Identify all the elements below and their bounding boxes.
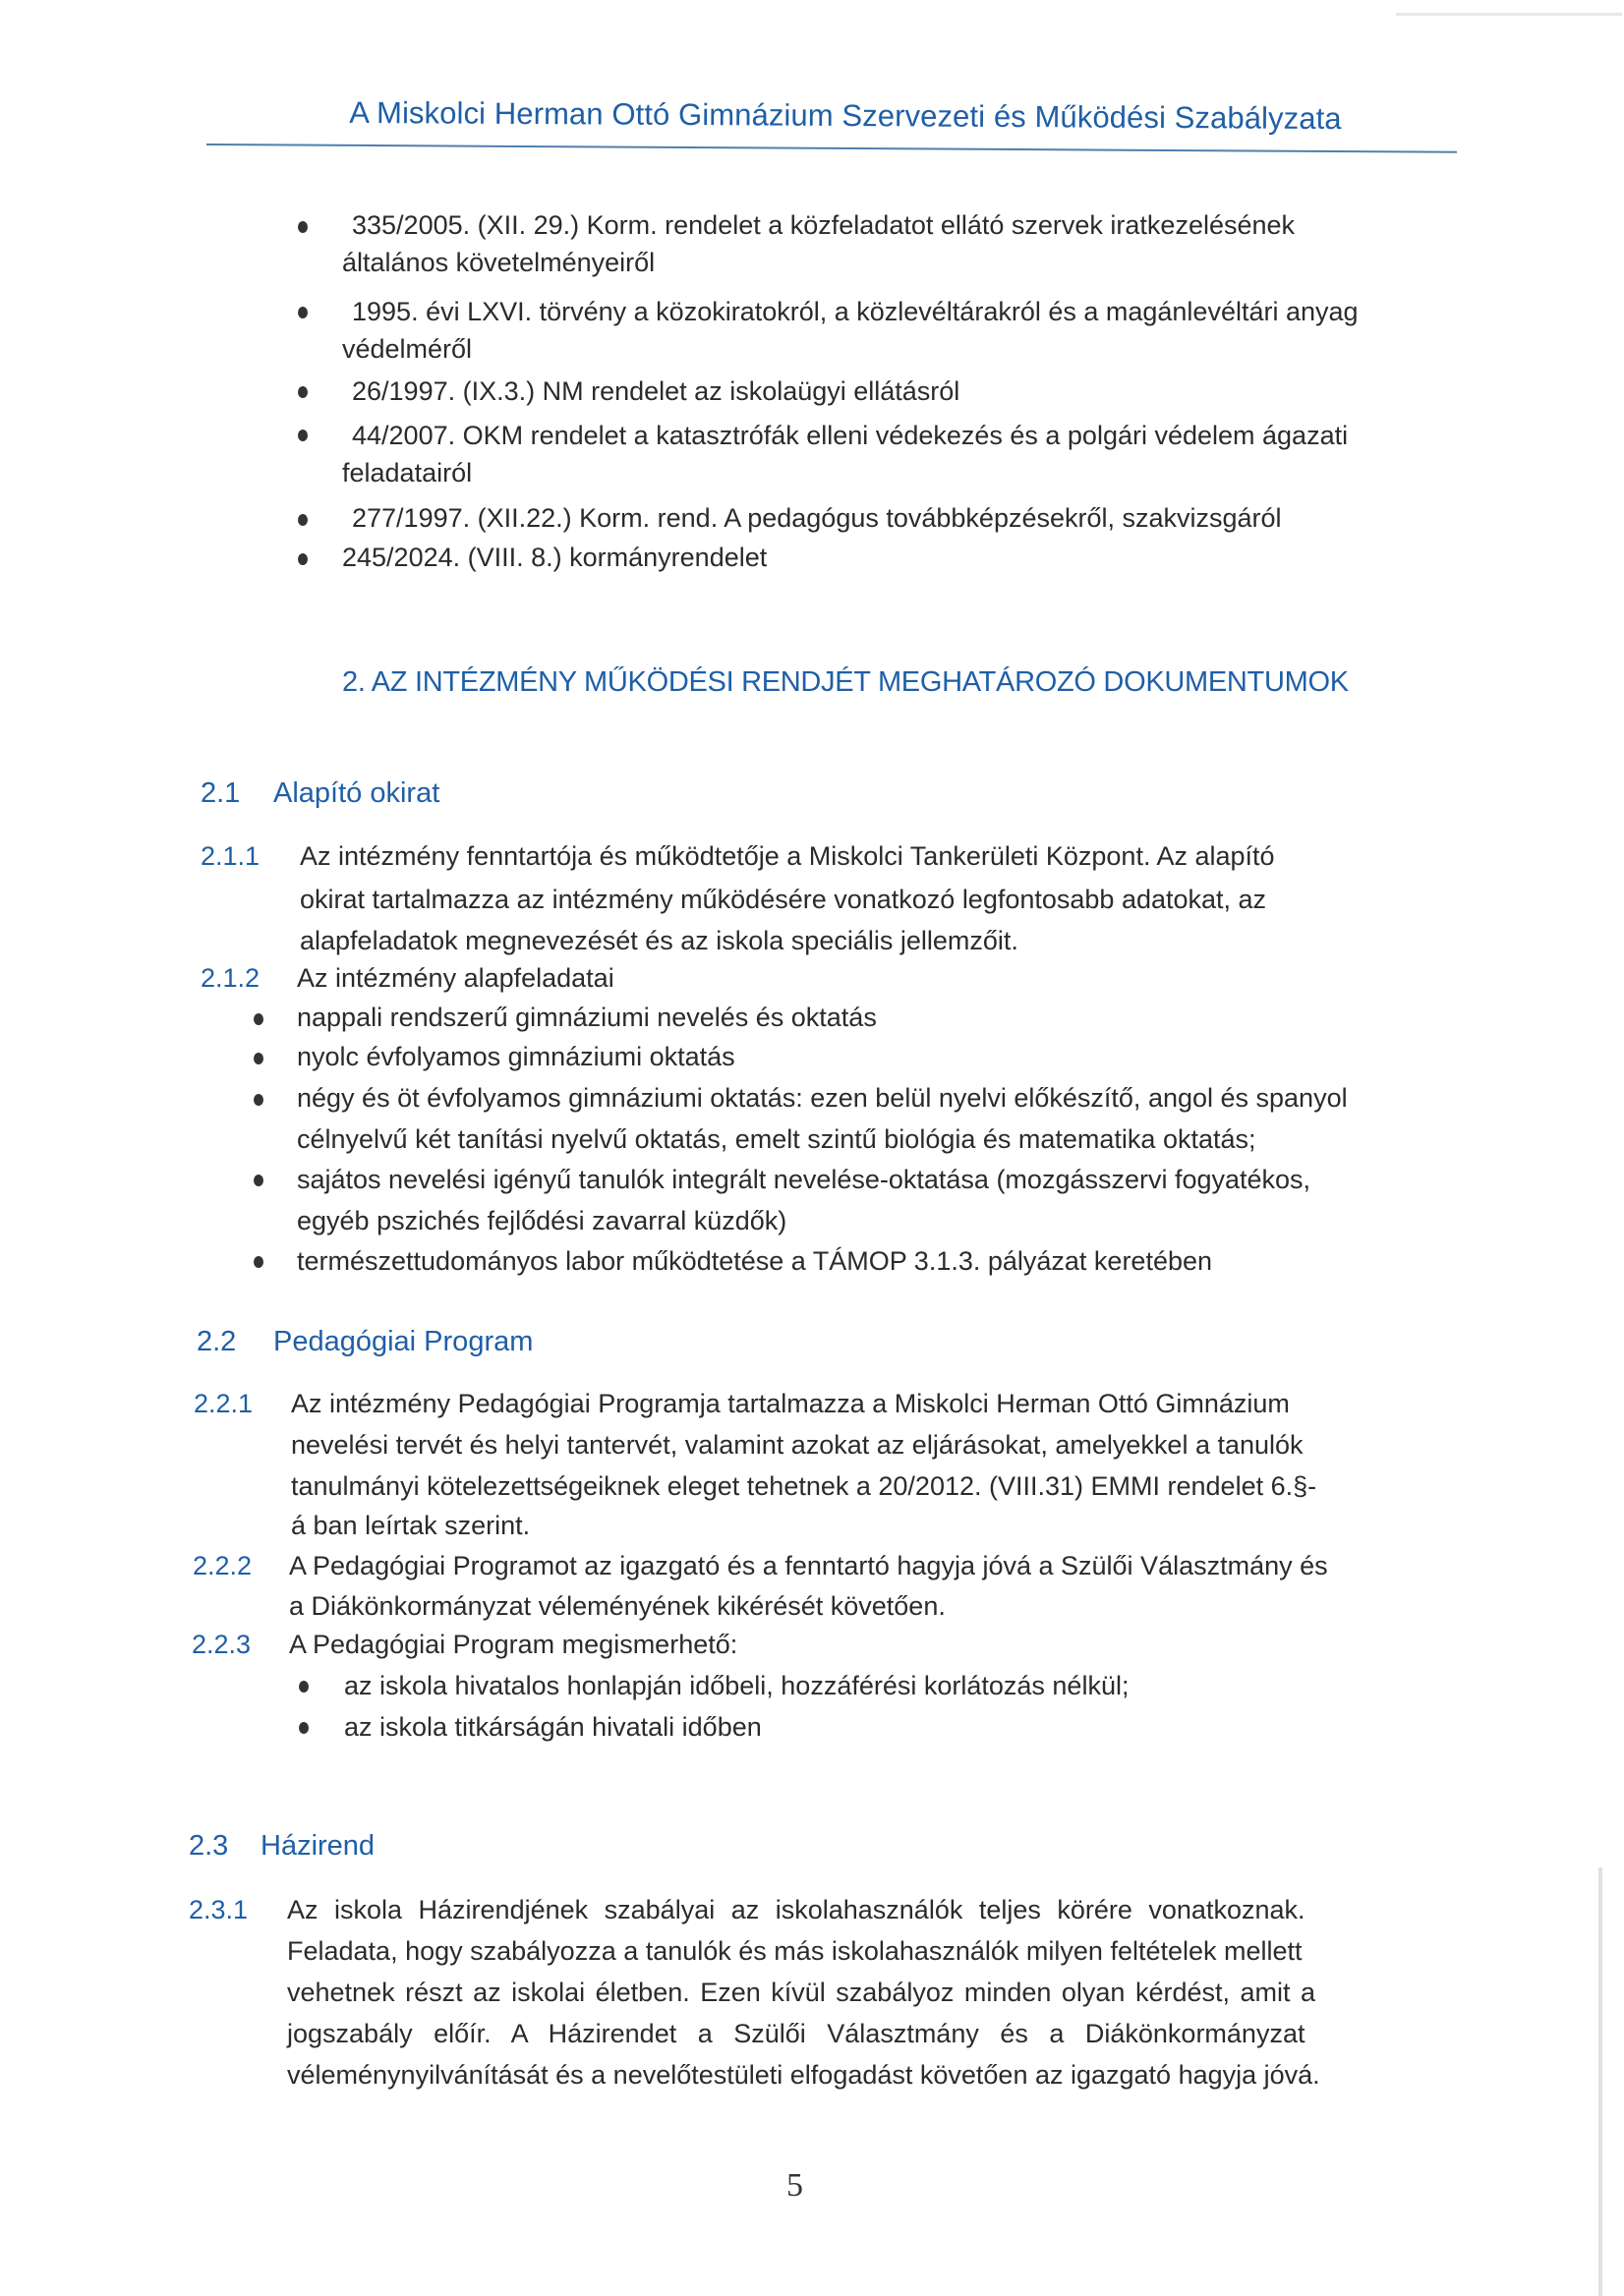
section-heading: Házirend	[261, 1830, 376, 1862]
paragraph-number: 2.2.2	[193, 1551, 253, 1580]
section-heading: Alapító okirat	[273, 777, 440, 809]
bullet-icon	[254, 1256, 263, 1268]
paragraph-line: alapfeladatok megnevezését és az iskola speciális jellemzőit.	[300, 926, 1018, 955]
paragraph-line: vehetnek részt az iskolai életben. Ezen kívül szabályoz minden olyan kérdést, amit a	[287, 1978, 1316, 2007]
paragraph-number: 2.2.1	[194, 1389, 254, 1418]
paragraph-line: Feladata, hogy szabályozza a tanulók és más iskolahasználók milyen feltételek mellett	[287, 1936, 1303, 1966]
running-header: A Miskolci Herman Ottó Gimnázium Szervezeti és Működési Szabályzata	[349, 94, 1342, 137]
scan-edge-right	[1598, 1867, 1602, 2296]
list-item-text: 44/2007. OKM rendelet a katasztrófák elleni védekezés és a polgári védelem ágazati	[352, 421, 1349, 450]
bullet-icon	[298, 386, 308, 398]
bullet-icon	[299, 1722, 309, 1734]
scan-edge-top	[1396, 13, 1622, 16]
list-item-text: az iskola hivatalos honlapján időbeli, hozzáférési korlátozás nélkül;	[344, 1671, 1130, 1700]
paragraph-line: Az iskola Házirendjének szabályai az iskolahasználók teljes körére vonatkoznak.	[287, 1895, 1305, 1924]
paragraph-line: jogszabály előír. A Házirendet a Szülői Választmány és a Diákönkormányzat	[287, 2019, 1305, 2048]
paragraph-line: okirat tartalmazza az intézmény működésére vonatkozó legfontosabb adatokat, az	[300, 885, 1267, 914]
paragraph-number: 2.2.3	[192, 1630, 252, 1659]
bullet-icon	[254, 1094, 263, 1106]
paragraph-line: Az intézmény alapfeladatai	[297, 963, 614, 993]
list-item-text: sajátos nevelési igényű tanulók integrált nevelése-oktatása (mozgásszervi fogyatékos,	[297, 1165, 1311, 1194]
list-item-text: 277/1997. (XII.22.) Korm. rend. A pedagógus továbbképzésekről, szakvizsgáról	[352, 503, 1282, 533]
list-item-text: nyolc évfolyamos gimnáziumi oktatás	[297, 1042, 735, 1071]
paragraph-number: 2.1.2	[201, 963, 261, 993]
paragraph-line: A Pedagógiai Programot az igazgató és a fenntartó hagyja jóvá a Szülői Választmány és	[289, 1551, 1328, 1580]
list-item-text: egyéb pszichés fejlődési zavarral küzdők)	[297, 1206, 787, 1235]
bullet-icon	[298, 221, 308, 233]
paragraph-line: a Diákönkormányzat véleményének kikérését követően.	[289, 1591, 946, 1621]
page-number: 5	[786, 2167, 803, 2204]
bullet-icon	[298, 430, 308, 441]
bullet-icon	[298, 514, 308, 526]
section-number: 2.1	[201, 777, 241, 809]
list-item-text: az iskola titkárságán hivatali időben	[344, 1712, 762, 1742]
bullet-icon	[298, 307, 308, 318]
list-item-text: feladatairól	[342, 458, 473, 488]
paragraph-line: tanulmányi kötelezettségeiknek eleget tehetnek a 20/2012. (VIII.31) EMMI rendelet 6.§-	[291, 1471, 1317, 1501]
list-item-text: 245/2024. (VIII. 8.) kormányrendelet	[342, 543, 768, 572]
paragraph-line: Az intézmény Pedagógiai Programja tartalmazza a Miskolci Herman Ottó Gimnázium	[291, 1389, 1290, 1418]
list-item-text: 1995. évi LXVI. törvény a közokiratokról, a közlevéltárakról és a magánlevéltári anyag	[352, 297, 1359, 326]
paragraph-line: á ban leírtak szerint.	[291, 1511, 531, 1540]
paragraph-number: 2.3.1	[189, 1895, 249, 1924]
list-item-text: 335/2005. (XII. 29.) Korm. rendelet a közfeladatot ellátó szervek iratkezelésének	[352, 210, 1296, 240]
chapter-heading: 2. AZ INTÉZMÉNY MŰKÖDÉSI RENDJÉT MEGHATÁROZÓ DOKUMENTUMOK	[342, 666, 1349, 698]
bullet-icon	[254, 1053, 263, 1064]
header-rule	[206, 144, 1457, 153]
list-item-text: 26/1997. (IX.3.) NM rendelet az iskolaügyi ellátásról	[352, 376, 960, 406]
paragraph-line: A Pedagógiai Program megismerhető:	[289, 1630, 738, 1659]
list-item-text: nappali rendszerű gimnáziumi nevelés és oktatás	[297, 1003, 877, 1032]
paragraph-line: véleménynyilvánítását és a nevelőtestületi elfogadást követően az igazgató hagyja jóvá.	[287, 2060, 1320, 2090]
paragraph-number: 2.1.1	[201, 841, 261, 871]
paragraph-line: nevelési tervét és helyi tantervét, valamint azokat az eljárásokat, amelyekkel a tanulók	[291, 1430, 1304, 1460]
list-item-text: általános követelményeiről	[342, 248, 656, 277]
bullet-icon	[254, 1175, 263, 1186]
bullet-icon	[254, 1013, 263, 1025]
paragraph-line: Az intézmény fenntartója és működtetője a Miskolci Tankerületi Központ. Az alapító	[300, 841, 1275, 871]
list-item-text: természettudományos labor működtetése a TÁMOP 3.1.3. pályázat keretében	[297, 1246, 1213, 1276]
bullet-icon	[299, 1681, 309, 1693]
bullet-icon	[298, 553, 308, 565]
section-heading: Pedagógiai Program	[273, 1326, 534, 1357]
section-number: 2.3	[189, 1830, 229, 1862]
list-item-text: védelméről	[342, 334, 473, 364]
section-number: 2.2	[197, 1326, 237, 1357]
list-item-text: négy és öt évfolyamos gimnáziumi oktatás: ezen belül nyelvi előkészítő, angol és spanyol	[297, 1083, 1348, 1113]
list-item-text: célnyelvű két tanítási nyelvű oktatás, emelt szintű biológia és matematika oktatás;	[297, 1124, 1256, 1154]
